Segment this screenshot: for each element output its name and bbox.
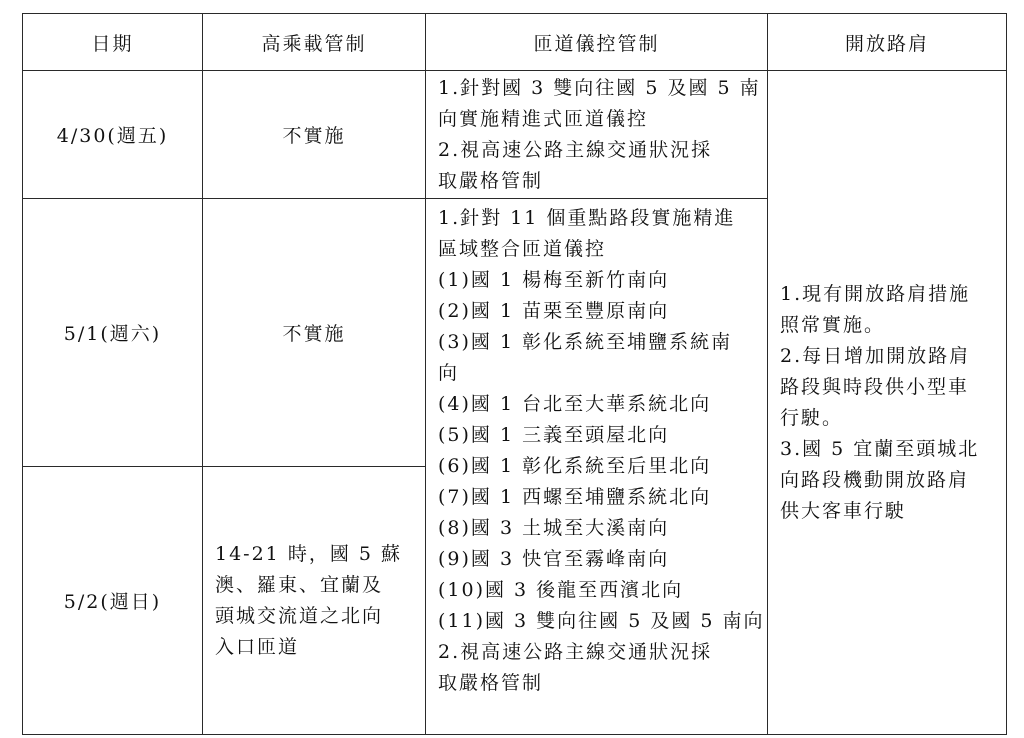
ramp-line: 1.針對國 3 雙向往國 5 及國 5 南 — [438, 76, 761, 99]
ramp-line: (10)國 3 後龍至西濱北向 — [438, 579, 684, 601]
traffic-control-table — [22, 13, 1007, 735]
ramp-line: (5)國 1 三義至頭屋北向 — [438, 424, 670, 446]
shoulder-line: 照常實施。 — [780, 313, 886, 336]
ramp-line: 向實施精進式匝道儀控 — [438, 107, 649, 130]
ramp-line: (9)國 3 快官至霧峰南向 — [438, 548, 670, 570]
hov-line: 14-21 時，國 5 蘇 — [215, 542, 402, 565]
shoulder-line: 1.現有開放路肩措施 — [780, 282, 971, 305]
ramp-line: (1)國 1 楊梅至新竹南向 — [438, 269, 670, 291]
ramp-cell — [426, 199, 768, 735]
hov-cell: 不實施 — [203, 199, 426, 467]
shoulder-cell — [768, 71, 1007, 735]
shoulder-line: 向路段機動開放路肩 — [780, 468, 970, 491]
hov-line: 澳、羅東、宜蘭及 — [215, 573, 384, 596]
shoulder-line: 供大客車行駛 — [780, 499, 907, 522]
shoulder-line: 3.國 5 宜蘭至頭城北 — [780, 437, 980, 460]
ramp-line: 向 — [438, 362, 460, 384]
date-cell: 4/30(週五) — [23, 71, 203, 199]
header-hov-control: 高乘載管制 — [203, 14, 426, 71]
header-date: 日期 — [23, 14, 203, 71]
ramp-line: (3)國 1 彰化系統至埔鹽系統南 — [438, 331, 733, 353]
ramp-line: 2.視高速公路主線交通狀況採 — [438, 138, 713, 161]
ramp-line: (2)國 1 苗栗至豐原南向 — [438, 300, 670, 322]
ramp-line: 取嚴格管制 — [438, 169, 544, 192]
shoulder-line: 行駛。 — [780, 406, 844, 429]
hov-line: 頭城交流道之北向 — [215, 604, 384, 627]
shoulder-line: 2.每日增加開放路肩 — [780, 344, 971, 367]
shoulder-line: 路段與時段供小型車 — [780, 375, 970, 398]
ramp-line: (11)國 3 雙向往國 5 及國 5 南向 — [438, 610, 765, 632]
header-shoulder-opening: 開放路肩 — [768, 14, 1007, 71]
ramp-line: (8)國 3 土城至大溪南向 — [438, 517, 670, 539]
hov-cell — [203, 467, 426, 735]
ramp-line: 區域整合匝道儀控 — [438, 238, 607, 260]
ramp-line: 取嚴格管制 — [438, 672, 544, 694]
date-cell: 5/1(週六) — [23, 199, 203, 467]
hov-line: 入口匝道 — [215, 635, 300, 658]
ramp-line: (4)國 1 台北至大華系統北向 — [438, 393, 712, 415]
ramp-line: 1.針對 11 個重點路段實施精進 — [438, 207, 736, 229]
table-row — [23, 71, 1007, 199]
hov-cell: 不實施 — [203, 71, 426, 199]
ramp-line: 2.視高速公路主線交通狀況採 — [438, 641, 713, 663]
ramp-line: (6)國 1 彰化系統至后里北向 — [438, 455, 712, 477]
header-ramp-metering: 匝道儀控管制 — [426, 14, 768, 71]
ramp-cell — [426, 71, 768, 199]
ramp-line: (7)國 1 西螺至埔鹽系統北向 — [438, 486, 712, 508]
header-row — [23, 14, 1007, 71]
date-cell: 5/2(週日) — [23, 467, 203, 735]
